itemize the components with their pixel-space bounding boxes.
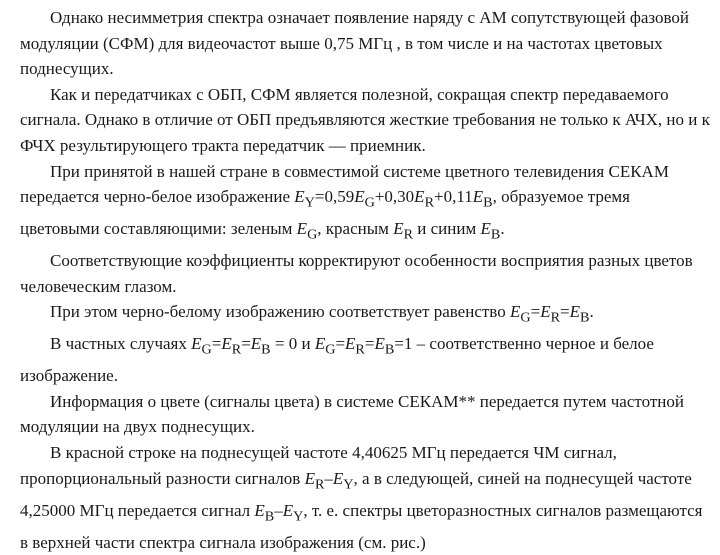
signal-symbol: E <box>314 334 326 354</box>
subscript-index: B <box>483 194 493 211</box>
subscript-index: G <box>520 309 531 326</box>
subscript-index: R <box>355 341 365 358</box>
subscript-index: B <box>580 309 590 326</box>
subscript-index: G <box>364 194 375 211</box>
document-body <box>20 5 710 555</box>
signal-symbol: E <box>569 302 581 322</box>
signal-symbol: E <box>282 500 294 520</box>
subscript-index: R <box>550 309 561 326</box>
text-run: = <box>241 334 251 354</box>
subscript-index: Y <box>293 508 304 525</box>
paragraph-coefficients <box>20 248 710 299</box>
signal-symbol: E <box>345 334 356 354</box>
subscript-index: G <box>307 226 318 243</box>
paragraph-secam-luma <box>20 159 710 249</box>
subscript-index: G <box>201 341 212 358</box>
text-run: =1 – соответственно черное и белое изображение. <box>20 334 654 386</box>
paragraph-equality <box>20 299 710 331</box>
subscript-index: G <box>325 341 336 358</box>
text-run: = <box>530 302 541 322</box>
text-run: = <box>364 334 375 354</box>
text-run: В частных случаях <box>50 334 192 354</box>
text-run: Как и передатчиках с ОБП, СФМ является полезной, сокращая спектр передаваемого сигнала. Однако в отличие от ОБП предъявляются жесткие требования не только к АЧХ, но и к ФЧХ результирующего тракта передатчик — приемник. <box>20 84 710 155</box>
text-run: и синим <box>413 219 481 239</box>
signal-symbol: E <box>414 187 425 207</box>
text-run: , образуемое тремя цветовыми составляющими: зеленым <box>20 187 630 239</box>
text-run: = <box>335 334 346 354</box>
signal-symbol: E <box>393 219 404 239</box>
signal-symbol: E <box>294 187 305 207</box>
subscript-index: R <box>314 476 325 493</box>
text-run: . <box>500 219 505 239</box>
text-run: – <box>274 500 283 520</box>
paragraph-red-line <box>20 440 710 555</box>
text-run: +0,30 <box>374 187 415 207</box>
signal-symbol: E <box>296 219 308 239</box>
text-run: , красным <box>317 219 394 239</box>
subscript-index: B <box>264 508 275 525</box>
paragraph-color-info <box>20 389 710 440</box>
text-run: . <box>589 302 594 322</box>
text-run: =0,59 <box>314 187 355 207</box>
signal-symbol: E <box>250 334 262 354</box>
text-run: При этом черно-белому изображению соответствует равенство <box>50 302 510 322</box>
signal-symbol: E <box>540 302 551 322</box>
subscript-index: Y <box>304 194 315 211</box>
signal-symbol: E <box>254 500 265 520</box>
paragraph-transmitters <box>20 82 710 159</box>
subscript-index: R <box>403 226 414 243</box>
text-run: – <box>324 468 333 488</box>
text-run: В красной строке на поднесущей частоте 4,40625 МГц передается ЧМ сигнал, пропорциональный разности сигналов <box>20 443 617 488</box>
text-run: = <box>560 302 570 322</box>
signal-symbol: E <box>354 187 365 207</box>
signal-symbol: E <box>374 334 385 354</box>
signal-symbol: E <box>472 187 484 207</box>
subscript-index: B <box>490 226 501 243</box>
subscript-index: R <box>424 194 435 211</box>
text-run: +0,11 <box>434 187 473 207</box>
subscript-index: R <box>231 341 242 358</box>
text-run: Информация о цвете (сигналы цвета) в системе СЕКАМ** передается путем частотной модуляции на двух поднесущих. <box>20 391 684 437</box>
subscript-index: B <box>261 341 271 358</box>
signal-symbol: E <box>480 219 491 239</box>
text-run: Однако несимметрия спектра означает появление наряду с АМ сопутствующей фазовой модуляции (СФМ) для видеочастот выше 0,75 МГц , в том числе и на частотах цветовых поднесущих. <box>20 8 690 79</box>
signal-symbol: E <box>332 468 344 488</box>
text-run: = 0 и <box>270 334 315 354</box>
subscript-index: B <box>384 341 395 358</box>
signal-symbol: E <box>191 334 202 354</box>
paragraph-special-cases <box>20 331 710 389</box>
subscript-index: Y <box>343 476 354 493</box>
text-run: При принятой в нашей стране в совместимой системе цветного телевидения СЕКАМ передается черно-белое изображение <box>20 161 669 207</box>
signal-symbol: E <box>304 468 315 488</box>
text-run: , а в следующей, синей на поднесущей частоте 4,25000 МГц передается сигнал <box>20 468 692 520</box>
text-run: , т. е. спектры цветоразностных сигналов размещаются в верхней части спектра сигнала изображения (см. рис.) <box>20 500 703 552</box>
signal-symbol: E <box>221 334 232 354</box>
signal-symbol: E <box>509 302 521 322</box>
paragraph-asymmetry <box>20 5 710 82</box>
text-run: Соответствующие коэффициенты корректируют особенности восприятия разных цветов человеческим глазом. <box>20 251 693 296</box>
text-run: = <box>211 334 222 354</box>
